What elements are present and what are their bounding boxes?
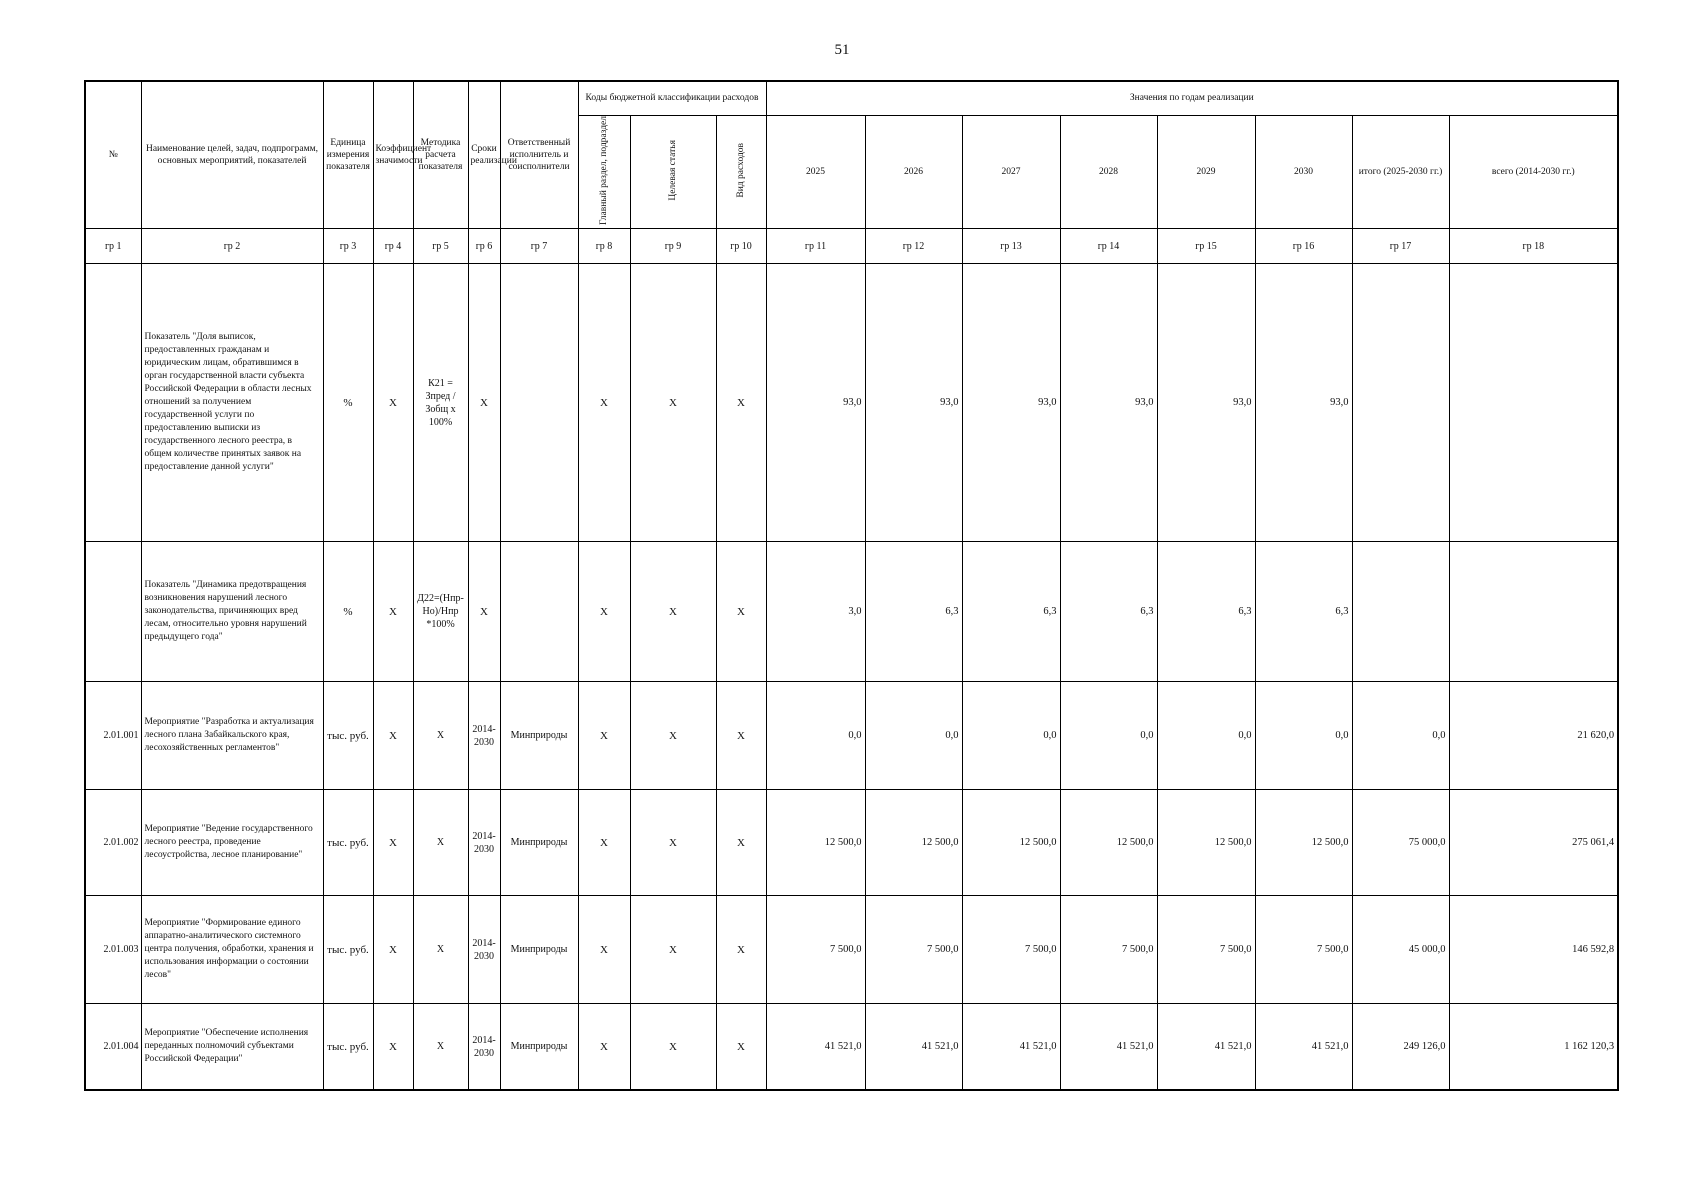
header-2030: 2030 bbox=[1255, 115, 1352, 229]
page-number: 51 bbox=[834, 42, 850, 58]
row-method: X bbox=[413, 790, 468, 896]
row-total-period: 75 000,0 bbox=[1352, 790, 1449, 896]
row-name: Мероприятие "Разработка и актуализация лесного плана Забайкальского края, лесохозяйственных регламентов" bbox=[141, 682, 323, 790]
row-kbk-section: X bbox=[578, 542, 630, 682]
column-numbers-row bbox=[85, 229, 1618, 264]
row-kbk-article: X bbox=[630, 790, 716, 896]
row-kbk-article: X bbox=[630, 682, 716, 790]
row-number: 2.01.002 bbox=[85, 790, 141, 896]
table-row bbox=[85, 682, 1618, 790]
row-total-period: 45 000,0 bbox=[1352, 896, 1449, 1004]
row-value-2025: 0,0 bbox=[766, 682, 865, 790]
row-value-2029: 7 500,0 bbox=[1157, 896, 1255, 1004]
column-number: гр 5 bbox=[413, 229, 468, 264]
row-total-all: 21 620,0 bbox=[1449, 682, 1618, 790]
row-value-2030: 7 500,0 bbox=[1255, 896, 1352, 1004]
row-value-2026: 7 500,0 bbox=[865, 896, 962, 1004]
header-2025: 2025 bbox=[766, 115, 865, 229]
header-total-all: всего (2014-2030 гг.) bbox=[1449, 115, 1618, 229]
row-value-2026: 12 500,0 bbox=[865, 790, 962, 896]
column-number: гр 7 bbox=[500, 229, 578, 264]
table-row bbox=[85, 790, 1618, 896]
row-responsible bbox=[500, 264, 578, 542]
row-number: 2.01.001 bbox=[85, 682, 141, 790]
row-value-2026: 6,3 bbox=[865, 542, 962, 682]
row-value-2027: 0,0 bbox=[962, 682, 1060, 790]
column-number: гр 18 bbox=[1449, 229, 1618, 264]
row-value-2026: 41 521,0 bbox=[865, 1004, 962, 1090]
header-2026: 2026 bbox=[865, 115, 962, 229]
row-value-2028: 0,0 bbox=[1060, 682, 1157, 790]
row-value-2027: 12 500,0 bbox=[962, 790, 1060, 896]
row-method: Д22=(Нпр-Но)/Нпр *100% bbox=[413, 542, 468, 682]
row-total-all bbox=[1449, 264, 1618, 542]
row-total-all: 146 592,8 bbox=[1449, 896, 1618, 1004]
row-number bbox=[85, 264, 141, 542]
column-number: гр 3 bbox=[323, 229, 373, 264]
header-kbk-section: Главный раздел, подраздел bbox=[578, 115, 630, 229]
table-row bbox=[85, 542, 1618, 682]
row-name: Мероприятие "Формирование единого аппаратно-аналитического системного центра получения, обработки, хранения и использования информации о состоянии лесов" bbox=[141, 896, 323, 1004]
row-value-2028: 6,3 bbox=[1060, 542, 1157, 682]
row-total-all: 275 061,4 bbox=[1449, 790, 1618, 896]
column-number: гр 9 bbox=[630, 229, 716, 264]
row-number bbox=[85, 542, 141, 682]
column-number: гр 12 bbox=[865, 229, 962, 264]
column-number: гр 4 bbox=[373, 229, 413, 264]
row-kbk-article: X bbox=[630, 896, 716, 1004]
row-name: Мероприятие "Обеспечение исполнения переданных полномочий субъектами Российской Федерации" bbox=[141, 1004, 323, 1090]
row-coefficient: X bbox=[373, 896, 413, 1004]
header-years-group: Значения по годам реализации bbox=[766, 81, 1618, 115]
column-number: гр 14 bbox=[1060, 229, 1157, 264]
header-2028: 2028 bbox=[1060, 115, 1157, 229]
header-coefficient: Коэффициент значимости bbox=[373, 81, 413, 229]
row-unit: % bbox=[323, 264, 373, 542]
column-number: гр 10 bbox=[716, 229, 766, 264]
header-number: № bbox=[85, 81, 141, 229]
row-number: 2.01.003 bbox=[85, 896, 141, 1004]
row-coefficient: X bbox=[373, 682, 413, 790]
row-coefficient: X bbox=[373, 264, 413, 542]
row-value-2026: 93,0 bbox=[865, 264, 962, 542]
column-number: гр 8 bbox=[578, 229, 630, 264]
header-total-period: итого (2025-2030 гг.) bbox=[1352, 115, 1449, 229]
table-row bbox=[85, 264, 1618, 542]
row-period: 2014-2030 bbox=[468, 682, 500, 790]
row-period: X bbox=[468, 264, 500, 542]
row-period: 2014-2030 bbox=[468, 896, 500, 1004]
row-value-2029: 0,0 bbox=[1157, 682, 1255, 790]
column-number: гр 2 bbox=[141, 229, 323, 264]
row-kbk-section: X bbox=[578, 682, 630, 790]
row-kbk-expense: X bbox=[716, 1004, 766, 1090]
row-name: Показатель "Динамика предотвращения возникновения нарушений лесного законодательства, причиняющих вред лесам, относительно уровня нарушений предыдущего года" bbox=[141, 542, 323, 682]
row-value-2028: 12 500,0 bbox=[1060, 790, 1157, 896]
column-number: гр 6 bbox=[468, 229, 500, 264]
row-period: 2014-2030 bbox=[468, 790, 500, 896]
row-value-2027: 6,3 bbox=[962, 542, 1060, 682]
row-value-2025: 12 500,0 bbox=[766, 790, 865, 896]
row-coefficient: X bbox=[373, 542, 413, 682]
row-value-2025: 3,0 bbox=[766, 542, 865, 682]
row-unit: % bbox=[323, 542, 373, 682]
row-unit: тыс. руб. bbox=[323, 896, 373, 1004]
row-value-2028: 93,0 bbox=[1060, 264, 1157, 542]
column-number: гр 15 bbox=[1157, 229, 1255, 264]
row-total-period: 249 126,0 bbox=[1352, 1004, 1449, 1090]
row-value-2028: 41 521,0 bbox=[1060, 1004, 1157, 1090]
row-kbk-expense: X bbox=[716, 682, 766, 790]
table-row bbox=[85, 896, 1618, 1004]
row-responsible bbox=[500, 542, 578, 682]
row-value-2030: 93,0 bbox=[1255, 264, 1352, 542]
row-value-2025: 93,0 bbox=[766, 264, 865, 542]
program-table bbox=[84, 80, 1619, 1091]
row-value-2027: 93,0 bbox=[962, 264, 1060, 542]
row-responsible: Минприроды bbox=[500, 1004, 578, 1090]
row-total-period: 0,0 bbox=[1352, 682, 1449, 790]
row-kbk-article: X bbox=[630, 1004, 716, 1090]
row-kbk-expense: X bbox=[716, 264, 766, 542]
row-coefficient: X bbox=[373, 790, 413, 896]
row-kbk-expense: X bbox=[716, 896, 766, 1004]
header-unit: Единица измерения показателя bbox=[323, 81, 373, 229]
row-method: X bbox=[413, 896, 468, 1004]
row-total-all: 1 162 120,3 bbox=[1449, 1004, 1618, 1090]
row-kbk-expense: X bbox=[716, 790, 766, 896]
row-kbk-article: X bbox=[630, 542, 716, 682]
row-value-2025: 7 500,0 bbox=[766, 896, 865, 1004]
row-value-2028: 7 500,0 bbox=[1060, 896, 1157, 1004]
row-unit: тыс. руб. bbox=[323, 1004, 373, 1090]
row-total-all bbox=[1449, 542, 1618, 682]
row-total-period bbox=[1352, 264, 1449, 542]
column-number: гр 13 bbox=[962, 229, 1060, 264]
row-value-2029: 41 521,0 bbox=[1157, 1004, 1255, 1090]
row-coefficient: X bbox=[373, 1004, 413, 1090]
row-responsible: Минприроды bbox=[500, 790, 578, 896]
row-name: Мероприятие "Ведение государственного лесного реестра, проведение лесоустройства, лесное планирование" bbox=[141, 790, 323, 896]
row-kbk-section: X bbox=[578, 790, 630, 896]
row-period: X bbox=[468, 542, 500, 682]
row-method: X bbox=[413, 682, 468, 790]
column-number: гр 11 bbox=[766, 229, 865, 264]
row-value-2030: 6,3 bbox=[1255, 542, 1352, 682]
table-row bbox=[85, 1004, 1618, 1090]
header-name: Наименование целей, задач, подпрограмм, основных мероприятий, показателей bbox=[141, 81, 323, 229]
column-number: гр 1 bbox=[85, 229, 141, 264]
column-number: гр 17 bbox=[1352, 229, 1449, 264]
row-unit: тыс. руб. bbox=[323, 682, 373, 790]
row-value-2030: 12 500,0 bbox=[1255, 790, 1352, 896]
row-kbk-article: X bbox=[630, 264, 716, 542]
row-responsible: Минприроды bbox=[500, 682, 578, 790]
column-number: гр 16 bbox=[1255, 229, 1352, 264]
row-kbk-section: X bbox=[578, 264, 630, 542]
row-value-2027: 41 521,0 bbox=[962, 1004, 1060, 1090]
row-number: 2.01.004 bbox=[85, 1004, 141, 1090]
row-unit: тыс. руб. bbox=[323, 790, 373, 896]
header-2029: 2029 bbox=[1157, 115, 1255, 229]
row-method: К21 = Зпред /Зобщ х 100% bbox=[413, 264, 468, 542]
row-value-2025: 41 521,0 bbox=[766, 1004, 865, 1090]
header-kbk-article: Целевая статья bbox=[630, 115, 716, 229]
row-kbk-expense: X bbox=[716, 542, 766, 682]
header-period: Сроки реализации bbox=[468, 81, 500, 229]
row-value-2029: 12 500,0 bbox=[1157, 790, 1255, 896]
row-name: Показатель "Доля выписок, предоставленных гражданам и юридическим лицам, обратившимся в орган государственной власти субъекта Российской Федерации в области лесных отношений за получением государственной услуги по предоставлению выписки из государственного лесного реестра, в общем количестве принятых заявок на предоставление данной услуги" bbox=[141, 264, 323, 542]
row-responsible: Минприроды bbox=[500, 896, 578, 1004]
row-value-2030: 0,0 bbox=[1255, 682, 1352, 790]
row-total-period bbox=[1352, 542, 1449, 682]
header-method: Методика расчета показателя bbox=[413, 81, 468, 229]
header-2027: 2027 bbox=[962, 115, 1060, 229]
row-period: 2014-2030 bbox=[468, 1004, 500, 1090]
row-value-2030: 41 521,0 bbox=[1255, 1004, 1352, 1090]
row-kbk-section: X bbox=[578, 1004, 630, 1090]
row-kbk-section: X bbox=[578, 896, 630, 1004]
header-responsible: Ответственный исполнитель и соисполнители bbox=[500, 81, 578, 229]
row-value-2026: 0,0 bbox=[865, 682, 962, 790]
row-value-2027: 7 500,0 bbox=[962, 896, 1060, 1004]
row-value-2029: 6,3 bbox=[1157, 542, 1255, 682]
header-kbk-expense: Вид расходов bbox=[716, 115, 766, 229]
row-value-2029: 93,0 bbox=[1157, 264, 1255, 542]
header-kbk-group: Коды бюджетной классификации расходов bbox=[578, 81, 766, 115]
row-method: X bbox=[413, 1004, 468, 1090]
